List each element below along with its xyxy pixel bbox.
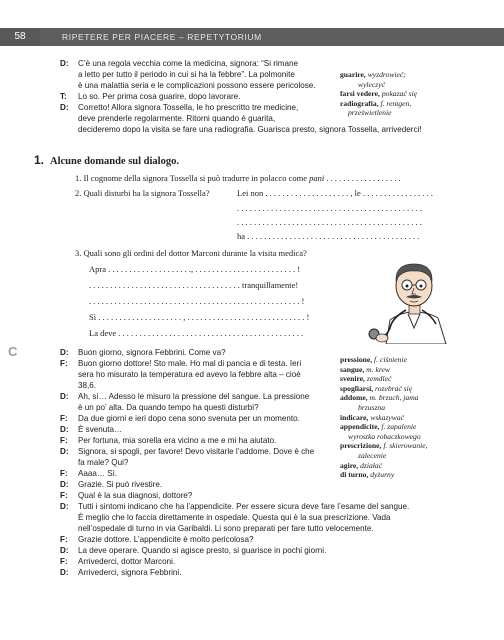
dialogue-line: Aaaa… Sì.: [78, 469, 118, 478]
answer-blank: ha . . . . . . . . . . . . . . . . . . . . . . . . . . . . . . . . . . . . . . . . .: [237, 231, 420, 241]
answer-blank: Lei non . . . . . . . . . . . . . . . . . . . . , le . . . . . . . . . . . . . . . . .: [237, 188, 433, 198]
speaker-label: F:: [60, 414, 68, 423]
speaker-label: D:: [60, 568, 69, 577]
dialogue-line: Signora, si spogli, per favore! Devo visitarle l’addome. Dove è che: [78, 447, 315, 456]
dialogue-line: Grazie dottore. L’appendicite è molto pericolosa?: [78, 535, 254, 544]
glossary-box: [340, 355, 428, 480]
dialogue-line: Da due giorni e ieri dopo cena sono svenuta per un momento.: [78, 414, 300, 423]
dialogue-line: Qual è la sua diagnosi, dottore?: [78, 491, 193, 500]
dialogue-line: Arrivederci, signora Febbrini.: [78, 568, 182, 577]
dialogue-line: Tutti i sintomi indicano che ha l’appendicite. Per essere sicura deve fare l’esame del sangue.: [78, 502, 410, 511]
glossary-entry: prescrizione, f. skierowanie,: [340, 441, 428, 451]
question-2: 2. Quali disturbi ha la signora Tossella?: [75, 188, 210, 198]
dialogue-line: Corretto! Allora signora Tossella, le ho prescritto tre medicine,: [78, 103, 299, 112]
dialogue-line: È svenuta…: [78, 425, 123, 434]
answer-blank: Sì . . . . . . . . . . . . . . . . . . . . , . . . . . . . . . . . . . . . . . . . . . . . . . . . . !: [89, 312, 310, 322]
dialogue-line: fa male? Qui?: [78, 458, 129, 467]
glossary-entry: appendicite, f. zapalenie: [340, 422, 417, 432]
section-marker: C: [8, 344, 18, 359]
speaker-label: F:: [60, 491, 68, 500]
dialogue-line: Buon giorno dottore! Sto male. Ho mal di pancia e di testa. Ieri: [78, 359, 302, 368]
dialogue-line: Arrivederci, dottor Marconi.: [78, 557, 176, 566]
speaker-label: D:: [60, 103, 69, 112]
answer-blank: . . . . . . . . . . . . . . . . . . . . . . . . . . . . . . . . . . . . . . . . . . . . . . . . . . !: [89, 296, 305, 306]
dialogue-line: 38,6.: [78, 381, 97, 390]
dialogue-line: decideremo dopo la visita se fare una radiografia. Guarisca presto, signora Tossella, arrivederci!: [78, 125, 422, 134]
exercise-heading: 1. Alcune domande sul dialogo.: [34, 153, 179, 167]
dialogue-line: è un po’ alta. Da quando tempo ha questi disturbi?: [78, 403, 259, 412]
glossary-entry: pressione, f. ciśnienie: [340, 355, 407, 364]
dialogue-line: è una malattia seria e le complicazioni possono essere pericolose.: [78, 81, 316, 90]
glossary-entry: radiografia, f. rentgen,: [340, 98, 412, 108]
running-title: RIPETERE PER PIACERE – REPETYTORIUM: [62, 32, 262, 42]
running-header: [0, 28, 504, 46]
speaker-label: F:: [60, 535, 68, 544]
page-number: 58: [0, 28, 40, 46]
dialogue-line: nell’ospedale di turno in via Garibaldi. Li sono preparati per fare tutto velocemente.: [78, 524, 374, 533]
glossary-entry: wyrostka robaczkowego: [348, 431, 421, 441]
glossary-entry: wyleczyć: [358, 79, 385, 89]
speaker-label: F:: [60, 359, 68, 368]
dialogue-line: C’è una regola vecchia come la medicina, signora: “Si rimane: [78, 59, 298, 68]
speaker-label: F:: [60, 557, 68, 566]
speaker-label: F:: [60, 436, 68, 445]
speaker-label: D:: [60, 392, 69, 401]
doctor-with-stethoscope-icon: [356, 258, 474, 344]
answer-blank: . . . . . . . . . . . . . . . . . . . . . . . . . . . . . . . . . . . . . . . . . . . .: [237, 217, 422, 227]
answer-blank: . . . . . . . . . . . . . . . . . . . . . . . . . . . . . . . . . . . . . . . . . . . .: [237, 203, 422, 213]
glossary-entry: zalecenie: [358, 450, 387, 460]
speaker-label: D:: [60, 480, 69, 489]
glossary-entry: svenire, zemdleć: [340, 374, 392, 384]
dialogue-continued: [60, 59, 500, 159]
glossary-entry: prześwietlenie: [348, 108, 392, 118]
glossary-entry: brzuszna: [358, 402, 386, 412]
glossary-entry: addome, m. brzuch, jama: [340, 393, 419, 403]
answer-blank: . . . . . . . . . . . . . . . . . . . . . . . . . . . . . . . . . . . . tranquillamente!: [89, 280, 299, 290]
speaker-label: F:: [60, 469, 68, 478]
dialogue-line: È meglio che lo faccia direttamente in ospedale. Questa qui è la sua prescrizione. Vada: [78, 513, 391, 522]
dialogue-line: La deve operare. Quando si agisce presto, si guarisce in pochi giorni.: [78, 546, 327, 555]
question-1: 1. Il cognome della signora Tossella si può tradurre in polacco come pani . . . . . . . . . . . . . . . . . .: [75, 173, 401, 183]
glossary-entry: farsi vedere, pokazać się: [340, 89, 418, 99]
glossary-entry: sangue, m. krew: [340, 364, 390, 374]
answer-blank: Apra . . . . . . . . . . . . . . . . . . . ., . . . . . . . . . . . . . . . . . . . . . . . . !: [89, 264, 301, 274]
question-3: 3. Quali sono gli ordini del dottor Marconi durante la visita medica?: [75, 248, 307, 258]
glossary-entry: agire, działać: [340, 460, 383, 470]
dialogue-line: Per fortuna, mia sorella era vicino a me e mi ha aiutato.: [78, 436, 277, 445]
glossary-entry: spogliarsi, rozebrać się: [340, 383, 413, 393]
speaker-label: T:: [60, 92, 67, 101]
dialogue-line: Buon giorno, signora Febbrini. Come va?: [78, 348, 226, 357]
glossary-box: [340, 70, 417, 118]
speaker-label: D:: [60, 425, 69, 434]
glossary-entry: di turno, dyżurny: [340, 470, 395, 480]
speaker-label: D:: [60, 59, 69, 68]
dialogue-line: Grazie. Si può rivestire.: [78, 480, 163, 489]
speaker-label: D:: [60, 348, 69, 357]
dialogue-line: deve prenderle regolarmente. Ritorni quando è guarita,: [78, 114, 276, 123]
dialogue-line: sera ho misurato la temperatura ed avevo la febbre alta – cioè: [78, 370, 301, 379]
glossary-entry: indicare, wskazywać: [340, 412, 404, 422]
dialogue-section-c: [60, 348, 500, 598]
dialogue-line: Lo so. Per prima cosa guarire, dopo lavorare.: [78, 92, 241, 101]
answer-blank: La deve . . . . . . . . . . . . . . . . . . . . . . . . . . . . . . . . . . . . . . . . . . . .: [89, 328, 304, 338]
dialogue-line: a letto per tutto il periodo in cui si ha la febbre”. La polmonite: [78, 70, 295, 79]
speaker-label: D:: [60, 447, 69, 456]
dialogue-line: Ah, sì… Adesso le misuro la pressione del sangue. La pressione: [78, 392, 310, 401]
glossary-entry: guarire, wyzdrowieć;: [340, 70, 406, 79]
speaker-label: D:: [60, 502, 69, 511]
speaker-label: D:: [60, 546, 69, 555]
